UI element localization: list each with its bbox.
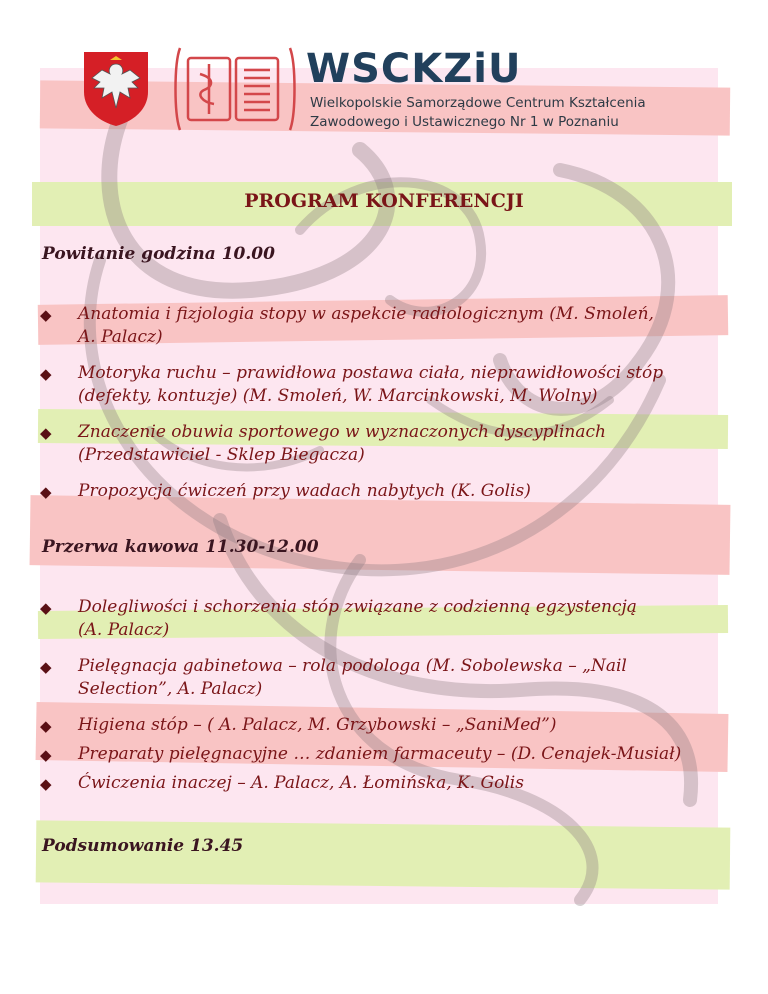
diamond-bullet-icon: ◆ [40,306,52,324]
brand-subtitle [310,94,646,132]
list-item: ◆ Preparaty pielęgnacyjne … zdaniem farmaceuty – (D. Cenajek-Musiał) [40,743,740,766]
diamond-bullet-icon: ◆ [40,658,52,676]
header-logo-area [80,44,700,134]
list-item: ◆ Dolegliwości i schorzenia stóp związane z codzienną egzystencją (A. Palacz) [40,597,637,640]
list-item: ◆ Pielęgnacja gabinetowa – rola podologa (M. Sobolewska – „Nail Selection”, A. Palacz) [40,656,627,699]
section-welcome: Powitanie godzina 10.00 [42,244,275,264]
section-summary: Podsumowanie 13.45 [42,836,244,856]
diamond-bullet-icon: ◆ [40,775,52,793]
list-item: ◆ Ćwiczenia inaczej – A. Palacz, A. Łomińska, K. Golis [40,772,740,795]
diamond-bullet-icon: ◆ [40,483,52,501]
brand-subtitle-line2: Zawodowego i Ustawicznego Nr 1 w Poznaniu [310,114,619,130]
program-list-part2 [40,596,740,808]
list-item: ◆ Anatomia i fizjologia stopy w aspekcie radiologicznym (M. Smoleń, A. Palacz) [40,304,654,347]
book-caduceus-icon [170,44,300,134]
brand-subtitle-line1: Wielkopolskie Samorządowe Centrum Kształcenia [310,95,646,111]
section-break: Przerwa kawowa 11.30-12.00 [42,537,319,557]
diamond-bullet-icon: ◆ [40,424,52,442]
diamond-bullet-icon: ◆ [40,599,52,617]
brand-name: WSCKZiU [306,46,522,92]
diamond-bullet-icon: ◆ [40,717,52,735]
diamond-bullet-icon: ◆ [40,746,52,764]
page-title: PROGRAM KONFERENCJI [244,190,524,212]
crest-icon [80,48,152,128]
list-item: ◆ Znaczenie obuwia sportowego w wyznaczonych dyscyplinach (Przedstawiciel - Sklep Biegacza) [40,422,606,465]
list-item: ◆ Motoryka ruchu – prawidłowa postawa ciała, nieprawidłowości stóp (defekty, kontuzje) (M. Smoleń, W. Marcinkowski, M. Wolny) [40,363,664,406]
diamond-bullet-icon: ◆ [40,365,52,383]
list-item: ◆ Propozycja ćwiczeń przy wadach nabytych (K. Golis) [40,480,740,503]
list-item: ◆ Higiena stóp – ( A. Palacz, M. Grzybowski – „SaniMed”) [40,714,740,737]
program-list-part1 [40,303,740,516]
